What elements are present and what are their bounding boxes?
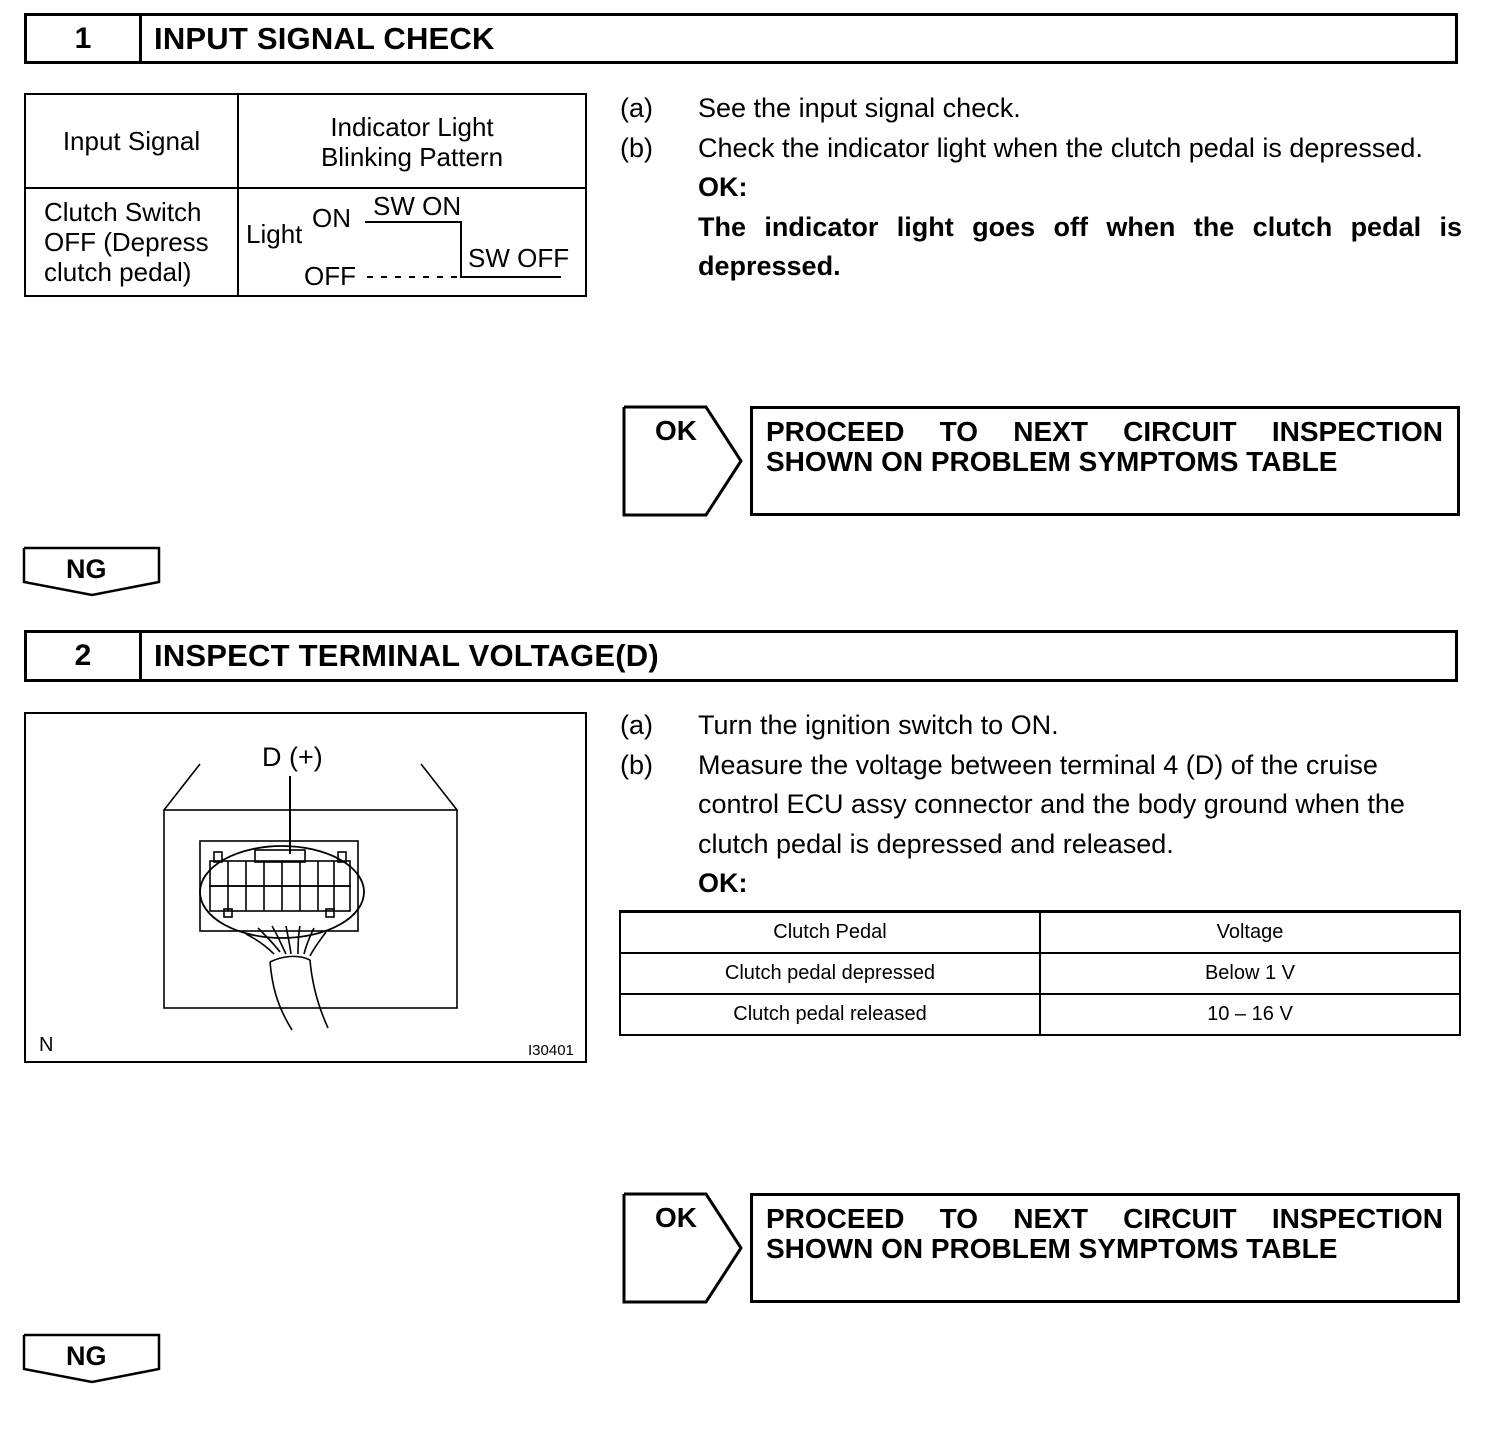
input-signal-table	[24, 93, 587, 297]
figure-id: I30401	[528, 1042, 574, 1059]
header-blinking-pattern	[238, 94, 586, 188]
step-2-instruction-b	[620, 746, 1462, 865]
step-1-proceed-line-1: PROCEED TO NEXT CIRCUIT INSPECTION	[766, 416, 1443, 447]
diagram-off-label: OFF	[304, 261, 356, 291]
voltage-spec-table	[619, 910, 1461, 1036]
step-1-number: 1	[27, 16, 142, 61]
step-1-header	[24, 13, 1458, 64]
step-2-proceed-line-2: SHOWN ON PROBLEM SYMPTOMS TABLE	[766, 1233, 1338, 1264]
voltage-table-header	[620, 912, 1460, 954]
step-1-b-label: (b)	[620, 132, 653, 163]
step-1-ng-tag-text: NG	[66, 554, 107, 584]
row-released-condition: Clutch pedal released	[620, 994, 1040, 1035]
step-2-b-label: (b)	[620, 749, 653, 780]
row-signal-line-1: Clutch Switch	[44, 197, 202, 227]
step-2-header	[24, 630, 1458, 682]
row-released-voltage: 10 – 16 V	[1040, 994, 1460, 1035]
step-2-instruction-a	[620, 706, 1462, 746]
step-2-a-label: (a)	[620, 710, 653, 740]
header-voltage: Voltage	[1040, 912, 1460, 954]
figure-corner-label: N	[39, 1034, 54, 1056]
step-2-b-text: Measure the voltage between terminal 4 (D) of the cruise control ECU assy connector and the body ground when the clutch pedal is depressed and released.	[698, 749, 1405, 859]
step-1-ok-tag	[622, 405, 744, 517]
step-1-a-text: See the input signal check.	[698, 93, 1021, 123]
diagram-sw-off-label: SW OFF	[468, 243, 570, 273]
step-1-instruction-a	[620, 89, 1462, 129]
terminal-d-plus-label: D (+)	[262, 742, 323, 772]
step-1-title: INPUT SIGNAL CHECK	[154, 20, 495, 56]
step-2-a-text: Turn the ignition switch to ON.	[698, 710, 1059, 740]
ecu-panel	[164, 810, 457, 1008]
diagram-on-label: ON	[312, 203, 351, 233]
step-1-ng-tag	[22, 546, 162, 598]
table-row	[620, 994, 1460, 1035]
header-input-signal	[25, 94, 238, 188]
row-depressed-voltage: Below 1 V	[1040, 953, 1460, 994]
step-1-instructions	[620, 89, 1462, 287]
step-2-number: 2	[27, 633, 142, 679]
row-signal-line-2: OFF (Depress	[44, 227, 209, 257]
diagram-sw-on-label: SW ON	[373, 191, 462, 221]
step-2-ok-tag-text: OK	[655, 1202, 697, 1233]
row-signal-line-3: clutch pedal)	[44, 257, 192, 287]
blinking-pattern-diagram	[238, 188, 586, 296]
step-2-instructions	[620, 706, 1462, 904]
step-1-proceed-line-2: SHOWN ON PROBLEM SYMPTOMS TABLE	[766, 446, 1338, 477]
diagram-light-label: Light	[246, 219, 303, 249]
step-2-ng-tag-text: NG	[66, 1341, 107, 1371]
step-1-a-label: (a)	[620, 93, 653, 123]
table-row	[620, 953, 1460, 994]
connector-figure	[24, 712, 587, 1063]
header-blinking-pattern-text: Indicator Light Blinking Pattern	[320, 112, 504, 172]
step-1-b-text: Check the indicator light when the clutch pedal is depressed.	[698, 132, 1423, 163]
step-2-title: INSPECT TERMINAL VOLTAGE(D)	[154, 638, 659, 673]
step-2-ok-tag	[622, 1192, 744, 1304]
step-1-ok-label: OK:	[698, 172, 748, 202]
step-2-ng-tag	[22, 1333, 162, 1385]
step-1-instruction-b	[620, 129, 1462, 169]
header-input-signal-text: Input Signal	[62, 125, 201, 156]
step-1-ok-tag-text: OK	[655, 415, 697, 446]
row-clutch-switch	[25, 188, 238, 296]
header-clutch-pedal: Clutch Pedal	[620, 912, 1040, 954]
step-1-proceed-box	[750, 406, 1460, 516]
step-2-proceed-box	[750, 1193, 1460, 1303]
step-2-ok-label: OK:	[698, 868, 748, 898]
step-1-ok-criteria: The indicator light goes off when the clutch pedal is depressed.	[698, 211, 1462, 281]
row-depressed-condition: Clutch pedal depressed	[620, 953, 1040, 994]
step-2-proceed-line-1: PROCEED TO NEXT CIRCUIT INSPECTION	[766, 1203, 1443, 1234]
